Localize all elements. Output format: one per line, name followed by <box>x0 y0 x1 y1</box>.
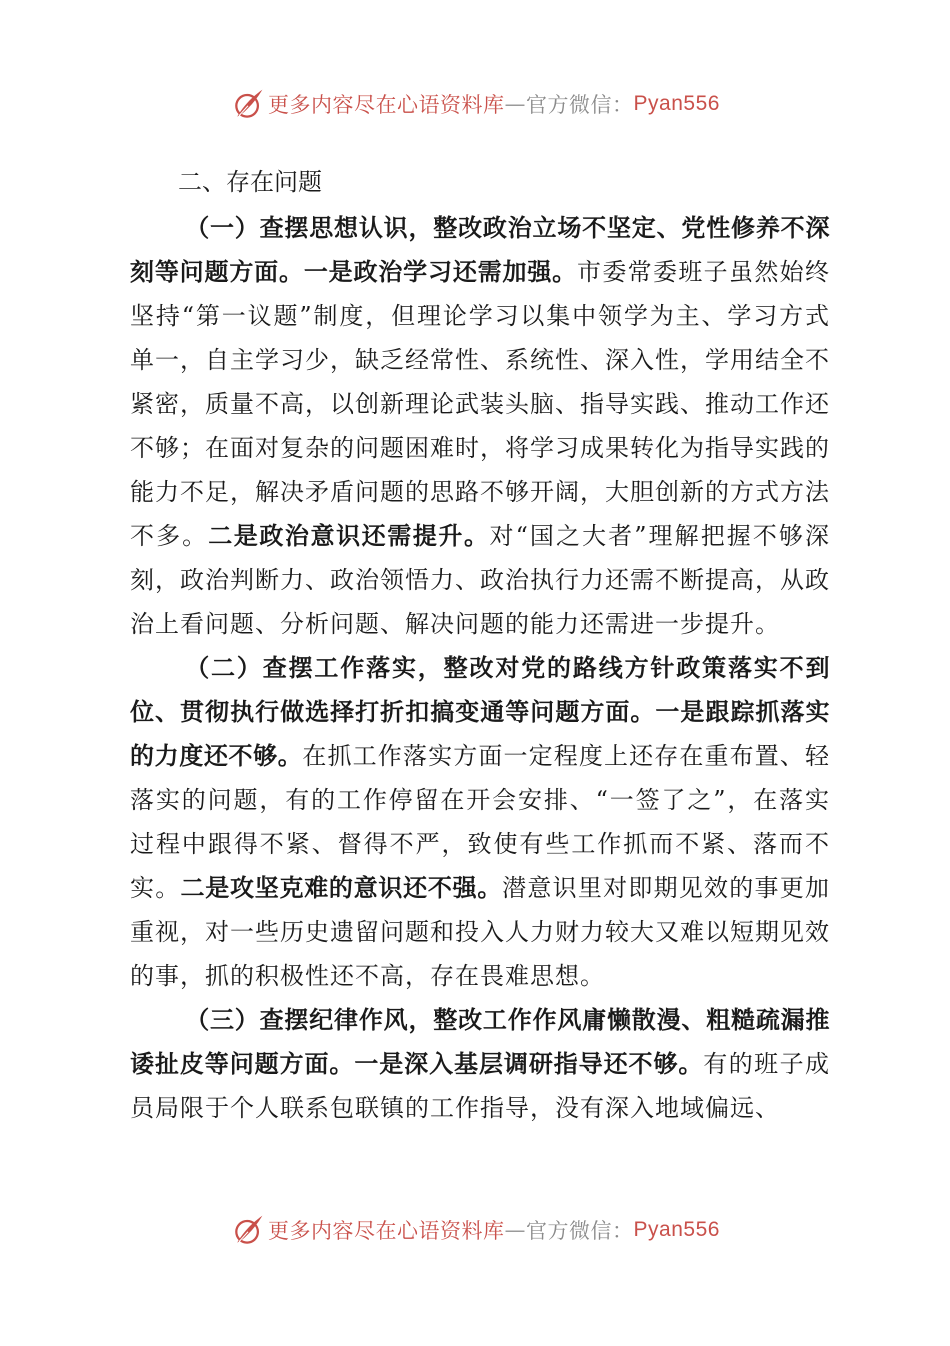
para2-text: 在抓工作落实方面一定程度上还存在重布置、轻落实的问题，有的工作停留在开会安排、“一签了之”，在落实过程中跟得不紧、督得不严，致使有些工作抓而不紧、落而不实。 <box>130 742 831 902</box>
watermark-top <box>0 86 950 122</box>
section-heading: 二、存在问题 <box>178 168 322 196</box>
watermark-brand: 更多内容尽在心语资料库 <box>268 1219 505 1243</box>
para1-text-2: 对“国之大者”理解把握不够深刻，政治判断力、政治领悟力、政治执行力还需不断提高，从政治上看问题、分析问题、解决问题的能力还需进一步提升。 <box>130 522 830 638</box>
para2-bold-point-2: 二是攻坚克难的意识还不强。 <box>180 874 503 902</box>
quill-pen-logo-icon <box>230 86 266 122</box>
para1-bold-point-2: 二是政治意识还需提升。 <box>208 522 490 550</box>
watermark-brand: 更多内容尽在心语资料库 <box>268 93 505 117</box>
document-body <box>130 162 830 1130</box>
watermark-dash: — <box>504 92 527 116</box>
para2-text-2: 潜意识里对即期见效的事更加重视，对一些历史遗留问题和投入人力财力较大又难以短期见效的事，抓的积极性还不高，存在畏难思想。 <box>130 874 831 990</box>
watermark-bottom <box>0 1212 950 1248</box>
watermark-wechat-id: Pyan556 <box>633 92 720 115</box>
para2-bold-title: （二）查摆工作落实，整改对党的路线方针政策落实不到位、贯彻执行做选择打折扣搞变通等问题方面。一是跟踪抓落实的力度还不够。 <box>130 654 830 770</box>
para3-text: 有的班子成员局限于个人联系包联镇的工作指导，没有深入地域偏远、 <box>130 1050 831 1122</box>
para1-bold-title: （一）查摆思想认识，整改政治立场不坚定、党性修养不深刻等问题方面。一是政治学习还需加强。 <box>130 214 830 286</box>
paragraph-2 <box>130 646 830 998</box>
para1-text: 市委常委班子虽然始终坚持“第一议题”制度，但理论学习以集中领学为主、学习方式单一，自主学习少，缺乏经常性、系统性、深入性，学用结全不紧密，质量不高，以创新理论武装头脑、指导实践、推动工作还不够；在面对复杂的问题困难时，将学习成果转化为指导实践的能力不足，解决矛盾问题的思路不够开阔，大胆创新的方式方法不多。 <box>130 258 830 550</box>
quill-pen-logo-icon <box>230 1212 266 1248</box>
watermark-official-label: 官方微信： <box>526 93 634 117</box>
paragraph-3 <box>130 998 830 1130</box>
paragraph-1 <box>130 206 830 646</box>
watermark-dash: — <box>504 1218 527 1242</box>
watermark-official-label: 官方微信： <box>526 1219 634 1243</box>
para3-bold-title: （三）查摆纪律作风，整改工作作风庸懒散漫、粗糙疏漏推诿扯皮等问题方面。一是深入基层调研指导还不够。 <box>130 1006 830 1078</box>
watermark-wechat-id: Pyan556 <box>633 1218 720 1241</box>
